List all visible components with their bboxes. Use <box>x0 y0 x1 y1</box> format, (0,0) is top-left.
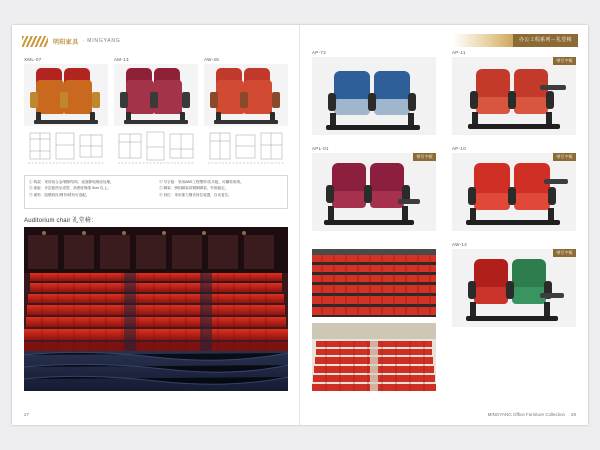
product-code: XML-07 <box>24 57 42 62</box>
product-photo <box>24 64 108 126</box>
product-cell <box>452 242 576 327</box>
spec-line: ① 构架：采用铝合金/钢制结构，表面静电喷涂处理。 <box>29 180 114 184</box>
writing-board-badge: 带写字板 <box>413 153 436 161</box>
chair-illustration <box>312 57 436 135</box>
technical-drawing <box>24 125 108 167</box>
writing-board-badge: 带写字板 <box>553 249 576 257</box>
product-code: AW-14 <box>452 242 468 247</box>
hall-illustration <box>312 323 436 391</box>
product-cell <box>452 50 576 135</box>
writing-board-badge: 带写字板 <box>553 153 576 161</box>
footer-text: MINGYANG Office Furniture Collection <box>487 412 565 417</box>
product-code: AW-48 <box>204 57 220 62</box>
hall-photo-strip <box>312 249 436 391</box>
brand-name-en <box>83 38 121 44</box>
left-page-header <box>22 33 290 49</box>
spec-line: ③ 面料：阻燃西皮/网布/绒布可选配。 <box>29 192 90 197</box>
product-cell <box>312 50 436 135</box>
brand-en-text: MINGYANG <box>87 38 121 44</box>
chair-illustration <box>452 249 576 327</box>
page-number-right: 29 <box>570 412 576 417</box>
product-code: APL-01 <box>312 146 329 151</box>
spec-line: ④ 写字板：采用ABS工程塑料/实木板，可翻转收纳。 <box>159 180 244 184</box>
spec-column-left <box>29 179 153 205</box>
hall-illustration <box>312 249 436 317</box>
chair-illustration <box>30 68 102 124</box>
product-photo <box>452 153 576 231</box>
product-photo <box>452 57 576 135</box>
hall-photo-top <box>312 249 436 317</box>
right-page-header <box>453 33 578 47</box>
spec-line: ⑤ 脚架：铸铝脚架或钢制脚架，牢固稳定。 <box>159 186 229 191</box>
product-code: AP-11 <box>452 50 466 55</box>
spec-line: ② 座板：多层板热压成型，高密度海绵 9cm 以上。 <box>29 186 111 191</box>
product-photo <box>312 57 436 135</box>
drawing-svg <box>114 125 198 167</box>
technical-drawing <box>114 125 198 167</box>
product-cell <box>312 146 436 231</box>
product-cell <box>452 146 576 231</box>
auditorium-illustration <box>24 227 288 391</box>
product-photo <box>114 64 198 126</box>
section-title: Auditorium chair 礼堂椅： <box>24 218 98 224</box>
brand-separator: · <box>82 38 86 44</box>
auditorium-photo <box>24 227 288 391</box>
drawing-svg <box>24 125 108 167</box>
spec-column-right <box>159 179 283 205</box>
stripes-decoration <box>22 36 48 47</box>
right-page-footer <box>488 412 576 417</box>
product-code: AP-10 <box>452 146 467 151</box>
chair-illustration <box>452 153 576 231</box>
chair-illustration <box>452 57 576 135</box>
left-product-row <box>24 57 288 126</box>
product-cell <box>114 57 198 126</box>
technical-drawings <box>24 125 288 167</box>
technical-drawing <box>204 125 288 167</box>
product-cell <box>204 57 288 126</box>
chair-illustration <box>210 68 282 124</box>
product-photo <box>452 249 576 327</box>
specification-box <box>24 175 288 209</box>
header-tab-label: 办公工程系列－礼堂椅 <box>513 34 578 47</box>
hall-photo-bottom <box>312 323 436 391</box>
brand-name-cn: 明阳家具 <box>53 39 79 46</box>
catalog-spread <box>12 25 588 425</box>
drawing-svg <box>204 125 288 167</box>
right-page <box>300 25 588 425</box>
product-photo <box>204 64 288 126</box>
left-page <box>12 25 300 425</box>
header-gradient <box>453 34 513 47</box>
product-code: AP-72 <box>312 50 327 55</box>
chair-illustration <box>312 153 436 231</box>
product-photo <box>312 153 436 231</box>
spec-line: ⑥ 回位：采用重力静音回位装置，自动复位。 <box>159 192 232 197</box>
page-number-left: 27 <box>24 412 30 417</box>
writing-board-badge: 带写字板 <box>553 57 576 65</box>
product-cell <box>24 57 108 126</box>
chair-illustration <box>120 68 192 124</box>
product-code: AM-13 <box>114 57 129 62</box>
